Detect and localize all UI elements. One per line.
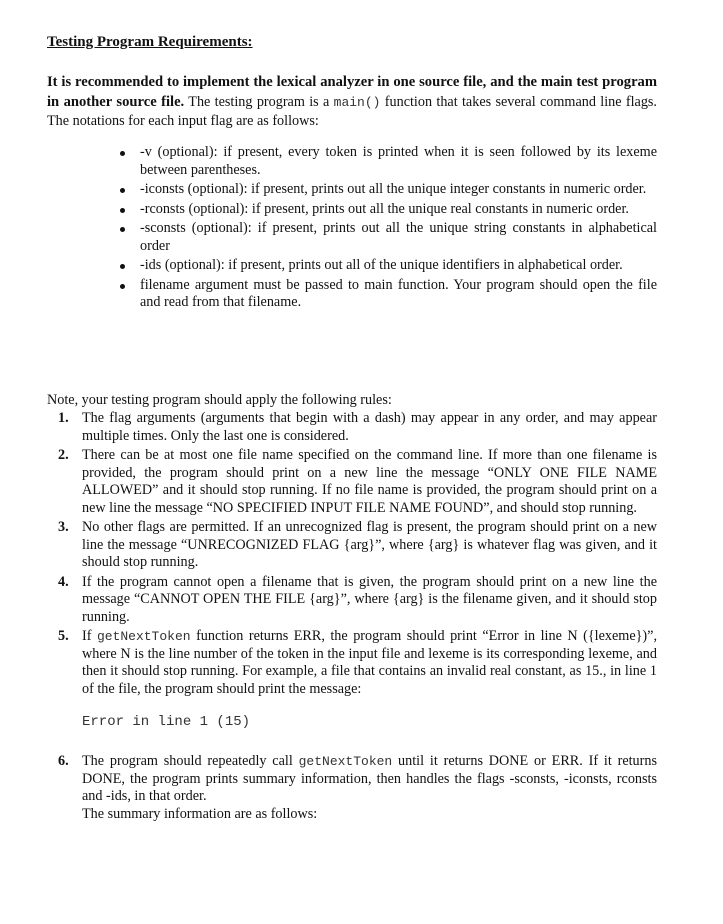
rule-item: 3. No other flags are permitted. If an unrecognized flag is present, the program should print on a new line the message “UNRECOGNIZED FLAG {arg}”, where {arg} is whatever flag was given, and it should stop running. — [58, 519, 657, 570]
bullet-dot — [120, 188, 125, 193]
code-getnexttoken: getNextToken — [298, 754, 393, 769]
rule-item: 4. If the program cannot open a filename that is given, the program should print on a new line the message “CANNOT OPEN THE FILE {arg}”, where {arg} is the filename given, and it should stop running. — [58, 573, 657, 625]
rule-item: 5. If getNextToken function returns ERR, the program should print “Error in line N ({lexeme})”, where N is the line number of the token in the input file and lexeme is its corresponding lexeme, and then it should stop running. For example, a file that contains an invalid real constant, as 15., in line 1 of the file, the program should print the message: Error in line 1 (15) — [58, 628, 657, 730]
bullet-dot — [120, 284, 125, 289]
intro-text-b: function that takes several command line flags. The notations for each input flag are as follows: — [47, 93, 657, 129]
flag-list — [118, 144, 657, 314]
flag-item-v: -v (optional): if present, every token is printed when it is seen followed by its lexeme between parentheses. — [118, 144, 657, 179]
error-example: Error in line 1 (15) — [82, 714, 251, 730]
flag-item-filename: filename argument must be passed to main function. Your program should open the file and read from that filename. — [118, 277, 657, 312]
bullet-dot — [120, 264, 125, 269]
intro-code-main: main() — [333, 94, 381, 110]
intro-text-a: The testing program is a — [184, 93, 334, 110]
rule-item: 6. The program should repeatedly call getNextToken until it returns DONE or ERR. If it returns DONE, the program prints summary information, then handles the flags -sconsts, -iconsts, rconsts and -ids, in that order. The summary information are as follows: — [58, 753, 657, 822]
rules-list — [58, 410, 657, 825]
bullet-dot — [120, 208, 125, 213]
intro-paragraph — [47, 73, 657, 132]
bullet-dot — [120, 227, 125, 232]
code-getnexttoken: getNextToken — [96, 629, 191, 644]
section-heading: Testing Program Requirements: — [47, 34, 253, 50]
rule-item: 2. There can be at most one file name specified on the command line. If more than one filename is provided, the program should print on a new line the message “ONLY ONE FILE NAME ALLOWED” and it should stop running. If no file name is provided, the program should print on a new line the message “NO SPECIFIED INPUT FILE NAME FOUND”, and should stop running. — [58, 447, 657, 516]
flag-item-iconsts: -iconsts (optional): if present, prints out all the unique integer constants in numeric order. — [118, 181, 657, 199]
intro-bold-text: It is recommended to implement the lexical analyzer in one source file, and the main test program in another source file. — [47, 74, 657, 110]
bullet-dot — [120, 151, 125, 156]
flag-item-sconsts: -sconsts (optional): if present, prints out all the unique string constants in alphabetical order — [118, 220, 657, 255]
rule-item: 1. The flag arguments (arguments that begin with a dash) may appear in any order, and may appear multiple times. Only the last one is considered. — [58, 410, 657, 444]
flag-item-ids: -ids (optional): if present, prints out all of the unique identifiers in alphabetical order. — [118, 257, 657, 275]
note-text: Note, your testing program should apply the following rules: — [47, 392, 392, 408]
flag-item-rconsts: -rconsts (optional): if present, prints out all the unique real constants in numeric order. — [118, 201, 657, 219]
